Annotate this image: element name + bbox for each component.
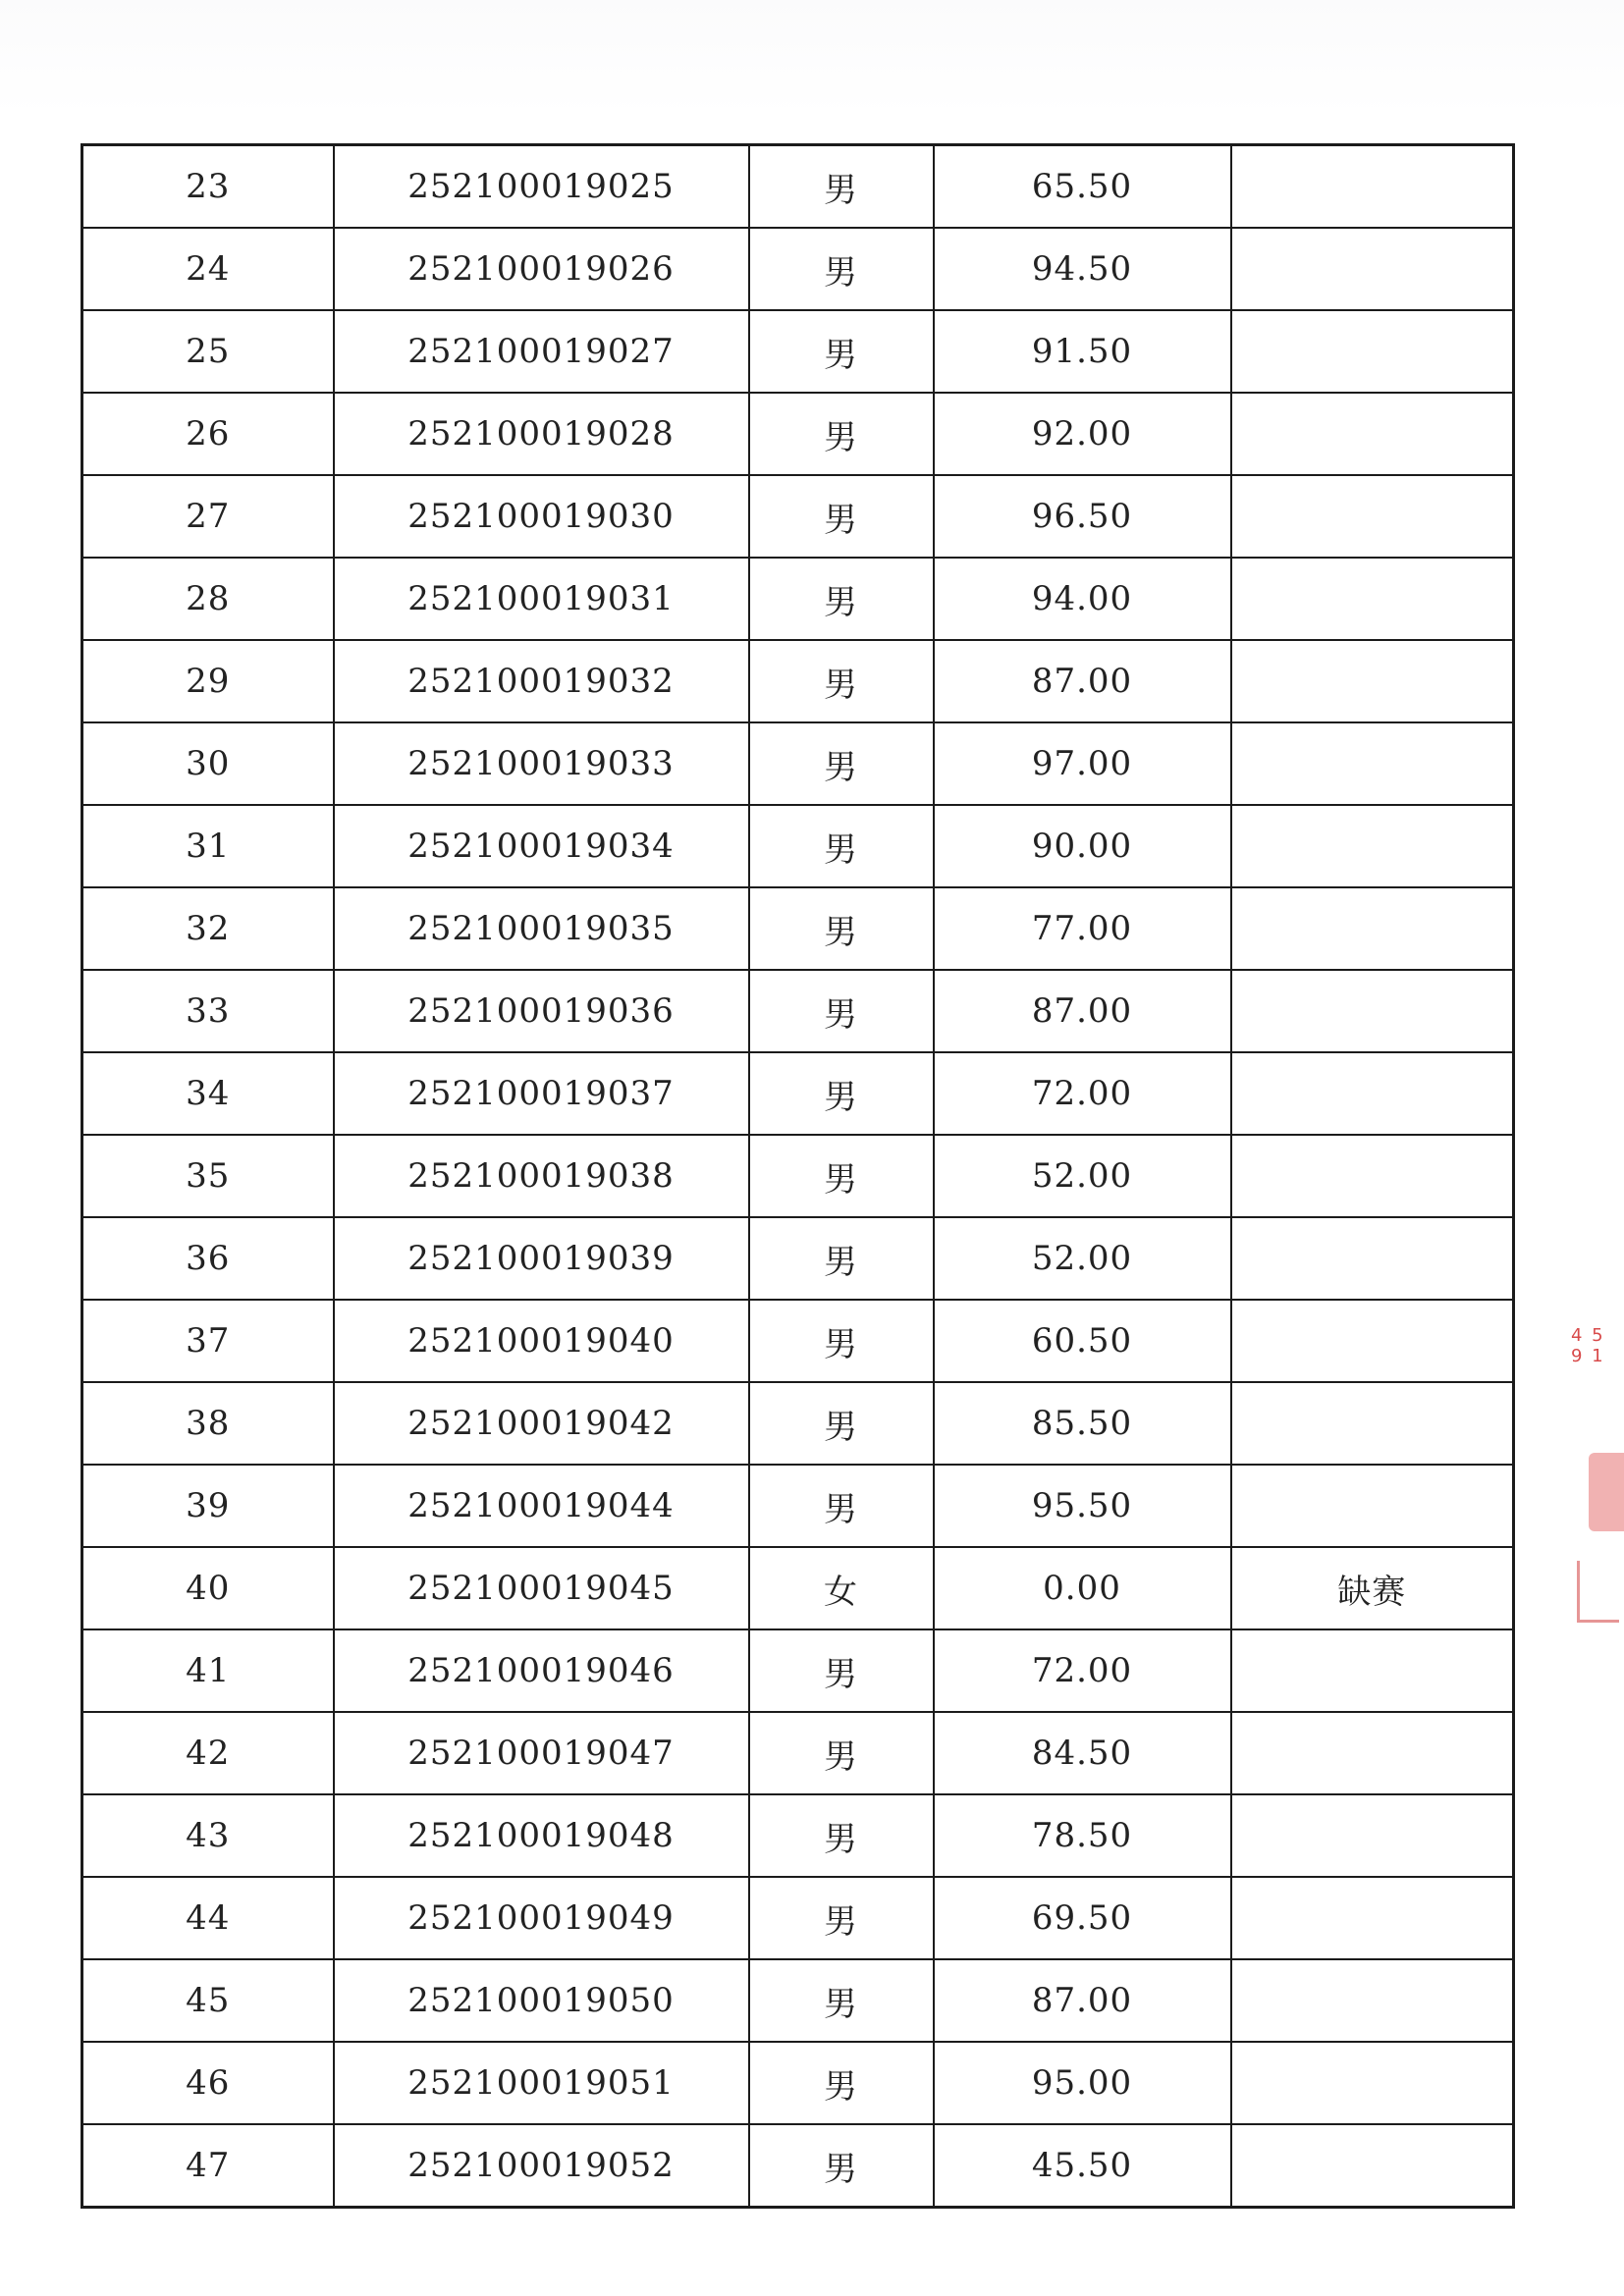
cell-note xyxy=(1231,145,1514,229)
table-row xyxy=(82,1794,1514,1877)
table-row xyxy=(82,1052,1514,1135)
cell-gender: 男 xyxy=(749,2124,934,2208)
cell-number: 38 xyxy=(82,1382,334,1465)
cell-exam-id: 252100019052 xyxy=(334,2124,749,2208)
table-row xyxy=(82,970,1514,1052)
cell-exam-id: 252100019027 xyxy=(334,310,749,393)
table-row xyxy=(82,393,1514,475)
cell-gender: 男 xyxy=(749,1135,934,1217)
cell-score: 84.50 xyxy=(934,1712,1231,1794)
cell-exam-id: 252100019049 xyxy=(334,1877,749,1959)
table-row xyxy=(82,1629,1514,1712)
cell-note xyxy=(1231,1300,1514,1382)
table-row xyxy=(82,887,1514,970)
cell-gender: 男 xyxy=(749,145,934,229)
cell-gender: 男 xyxy=(749,805,934,887)
cell-exam-id: 252100019039 xyxy=(334,1217,749,1300)
cell-number: 40 xyxy=(82,1547,334,1629)
table-row xyxy=(82,1300,1514,1382)
cell-exam-id: 252100019045 xyxy=(334,1547,749,1629)
cell-score: 87.00 xyxy=(934,1959,1231,2042)
results-table xyxy=(81,143,1515,2209)
cell-note xyxy=(1231,475,1514,558)
cell-exam-id: 252100019025 xyxy=(334,145,749,229)
cell-score: 52.00 xyxy=(934,1217,1231,1300)
table-row xyxy=(82,1547,1514,1629)
seal-text: 4 5 9 1 xyxy=(1571,1325,1605,1366)
cell-score: 60.50 xyxy=(934,1300,1231,1382)
cell-number: 44 xyxy=(82,1877,334,1959)
cell-gender: 男 xyxy=(749,228,934,310)
cell-number: 37 xyxy=(82,1300,334,1382)
cell-note xyxy=(1231,1794,1514,1877)
cell-number: 29 xyxy=(82,640,334,722)
table-row xyxy=(82,558,1514,640)
cell-number: 27 xyxy=(82,475,334,558)
cell-exam-id: 252100019046 xyxy=(334,1629,749,1712)
cell-score: 94.50 xyxy=(934,228,1231,310)
cell-note xyxy=(1231,1382,1514,1465)
cell-number: 43 xyxy=(82,1794,334,1877)
cell-number: 32 xyxy=(82,887,334,970)
cell-note xyxy=(1231,2042,1514,2124)
cell-exam-id: 252100019037 xyxy=(334,1052,749,1135)
cell-number: 39 xyxy=(82,1465,334,1547)
cell-exam-id: 252100019040 xyxy=(334,1300,749,1382)
cell-number: 31 xyxy=(82,805,334,887)
table-row xyxy=(82,1465,1514,1547)
cell-gender: 男 xyxy=(749,1300,934,1382)
cell-exam-id: 252100019048 xyxy=(334,1794,749,1877)
cell-exam-id: 252100019031 xyxy=(334,558,749,640)
cell-score: 52.00 xyxy=(934,1135,1231,1217)
cell-note xyxy=(1231,1217,1514,1300)
cell-exam-id: 252100019038 xyxy=(334,1135,749,1217)
cell-number: 41 xyxy=(82,1629,334,1712)
cell-note xyxy=(1231,310,1514,393)
cell-number: 26 xyxy=(82,393,334,475)
cell-note xyxy=(1231,970,1514,1052)
cell-gender: 男 xyxy=(749,1052,934,1135)
cell-number: 30 xyxy=(82,722,334,805)
cell-score: 69.50 xyxy=(934,1877,1231,1959)
cell-number: 25 xyxy=(82,310,334,393)
official-seal-fragment xyxy=(1567,1296,1624,1639)
page-top-edge xyxy=(0,0,1624,116)
cell-score: 87.00 xyxy=(934,970,1231,1052)
cell-score: 72.00 xyxy=(934,1629,1231,1712)
cell-exam-id: 252100019035 xyxy=(334,887,749,970)
cell-exam-id: 252100019036 xyxy=(334,970,749,1052)
cell-exam-id: 252100019042 xyxy=(334,1382,749,1465)
cell-gender: 男 xyxy=(749,887,934,970)
cell-number: 42 xyxy=(82,1712,334,1794)
cell-gender: 男 xyxy=(749,1877,934,1959)
cell-number: 45 xyxy=(82,1959,334,2042)
table-row xyxy=(82,2042,1514,2124)
cell-note xyxy=(1231,1135,1514,1217)
cell-gender: 男 xyxy=(749,640,934,722)
cell-gender: 男 xyxy=(749,1217,934,1300)
table-row xyxy=(82,2124,1514,2208)
cell-score: 65.50 xyxy=(934,145,1231,229)
cell-score: 97.00 xyxy=(934,722,1231,805)
cell-score: 85.50 xyxy=(934,1382,1231,1465)
table-row xyxy=(82,640,1514,722)
cell-note xyxy=(1231,1959,1514,2042)
cell-gender: 男 xyxy=(749,1794,934,1877)
table-row xyxy=(82,1959,1514,2042)
cell-gender: 男 xyxy=(749,310,934,393)
cell-note xyxy=(1231,805,1514,887)
cell-score: 92.00 xyxy=(934,393,1231,475)
cell-note xyxy=(1231,558,1514,640)
cell-exam-id: 252100019033 xyxy=(334,722,749,805)
seal-stroke xyxy=(1577,1561,1619,1623)
table-row xyxy=(82,1877,1514,1959)
cell-note xyxy=(1231,1052,1514,1135)
results-table-body xyxy=(82,145,1514,2208)
cell-number: 34 xyxy=(82,1052,334,1135)
cell-score: 72.00 xyxy=(934,1052,1231,1135)
cell-gender: 男 xyxy=(749,1959,934,2042)
cell-number: 35 xyxy=(82,1135,334,1217)
cell-note xyxy=(1231,1877,1514,1959)
cell-exam-id: 252100019044 xyxy=(334,1465,749,1547)
cell-note: 缺赛 xyxy=(1231,1547,1514,1629)
table-row xyxy=(82,1382,1514,1465)
cell-score: 90.00 xyxy=(934,805,1231,887)
table-row xyxy=(82,475,1514,558)
cell-number: 33 xyxy=(82,970,334,1052)
cell-number: 28 xyxy=(82,558,334,640)
cell-note xyxy=(1231,1629,1514,1712)
cell-gender: 男 xyxy=(749,2042,934,2124)
table-row xyxy=(82,145,1514,229)
cell-note xyxy=(1231,722,1514,805)
cell-gender: 男 xyxy=(749,722,934,805)
table-row xyxy=(82,722,1514,805)
cell-number: 23 xyxy=(82,145,334,229)
cell-score: 0.00 xyxy=(934,1547,1231,1629)
cell-number: 36 xyxy=(82,1217,334,1300)
cell-exam-id: 252100019032 xyxy=(334,640,749,722)
cell-score: 96.50 xyxy=(934,475,1231,558)
cell-exam-id: 252100019034 xyxy=(334,805,749,887)
table-row xyxy=(82,1217,1514,1300)
cell-gender: 男 xyxy=(749,970,934,1052)
table-row xyxy=(82,310,1514,393)
cell-note xyxy=(1231,393,1514,475)
cell-gender: 女 xyxy=(749,1547,934,1629)
cell-exam-id: 252100019047 xyxy=(334,1712,749,1794)
cell-score: 95.00 xyxy=(934,2042,1231,2124)
table-row xyxy=(82,228,1514,310)
cell-exam-id: 252100019028 xyxy=(334,393,749,475)
cell-number: 47 xyxy=(82,2124,334,2208)
cell-gender: 男 xyxy=(749,393,934,475)
cell-exam-id: 252100019050 xyxy=(334,1959,749,2042)
cell-score: 95.50 xyxy=(934,1465,1231,1547)
seal-mark xyxy=(1589,1453,1624,1531)
cell-number: 46 xyxy=(82,2042,334,2124)
cell-note xyxy=(1231,1712,1514,1794)
cell-gender: 男 xyxy=(749,475,934,558)
cell-number: 24 xyxy=(82,228,334,310)
cell-gender: 男 xyxy=(749,558,934,640)
cell-note xyxy=(1231,228,1514,310)
cell-note xyxy=(1231,1465,1514,1547)
cell-exam-id: 252100019051 xyxy=(334,2042,749,2124)
cell-gender: 男 xyxy=(749,1712,934,1794)
cell-note xyxy=(1231,2124,1514,2208)
table-row xyxy=(82,1712,1514,1794)
cell-note xyxy=(1231,887,1514,970)
cell-exam-id: 252100019030 xyxy=(334,475,749,558)
cell-score: 45.50 xyxy=(934,2124,1231,2208)
cell-score: 94.00 xyxy=(934,558,1231,640)
cell-score: 91.50 xyxy=(934,310,1231,393)
cell-note xyxy=(1231,640,1514,722)
cell-exam-id: 252100019026 xyxy=(334,228,749,310)
cell-gender: 男 xyxy=(749,1629,934,1712)
cell-score: 78.50 xyxy=(934,1794,1231,1877)
table-row xyxy=(82,805,1514,887)
table-row xyxy=(82,1135,1514,1217)
cell-score: 77.00 xyxy=(934,887,1231,970)
cell-gender: 男 xyxy=(749,1465,934,1547)
cell-gender: 男 xyxy=(749,1382,934,1465)
cell-score: 87.00 xyxy=(934,640,1231,722)
